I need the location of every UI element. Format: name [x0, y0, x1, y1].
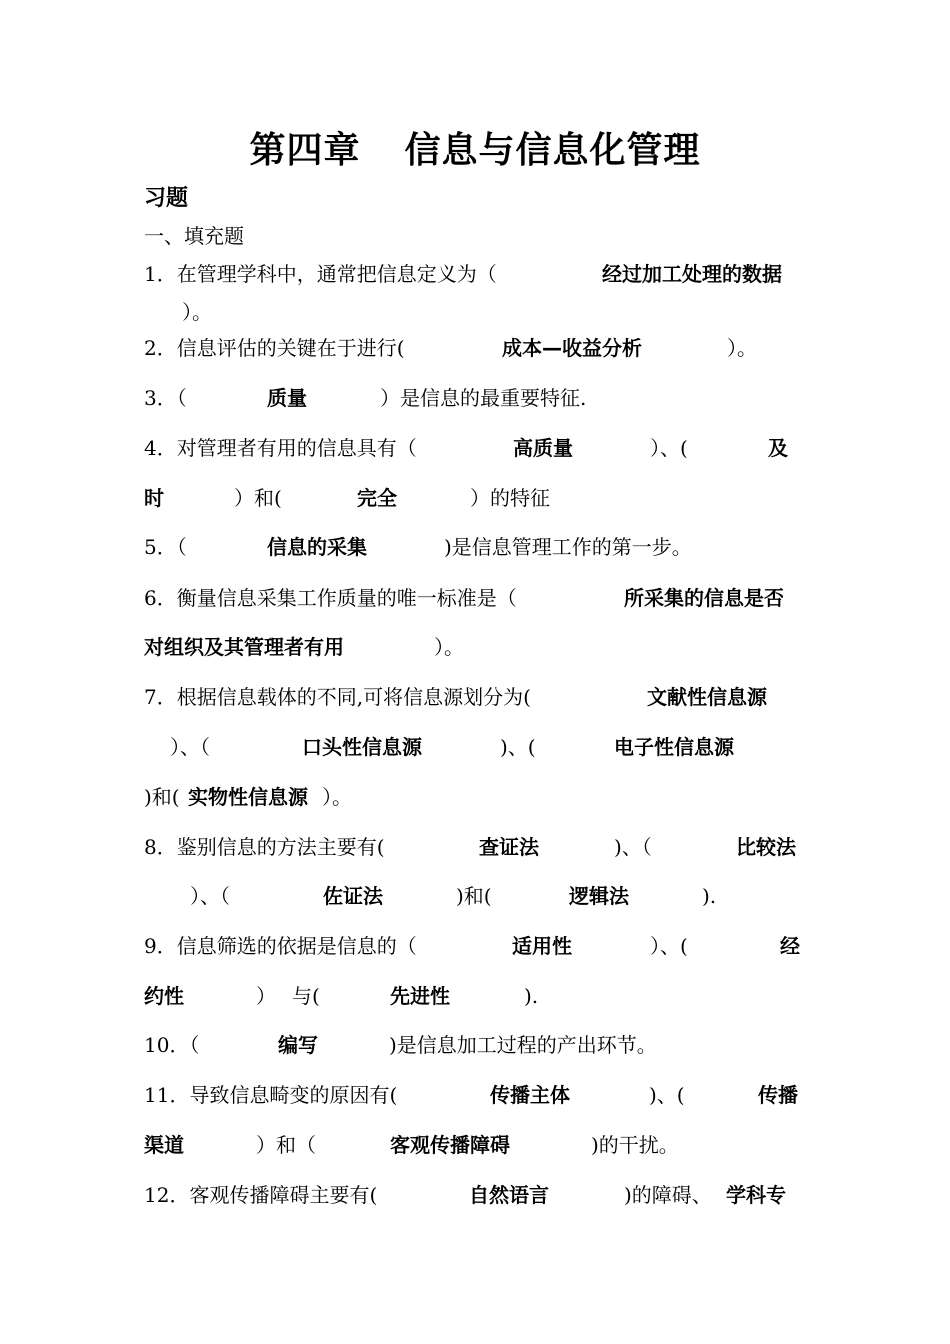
- answer: 高质量: [513, 436, 573, 460]
- answer: 传播: [758, 1083, 798, 1107]
- answer: 逻辑法: [569, 884, 629, 908]
- answer: 信息的采集: [267, 535, 367, 559]
- chapter-name: 信息与信息化管理: [404, 130, 701, 171]
- question-text: ）、（: [170, 735, 210, 759]
- question-text: 3．（: [144, 386, 187, 410]
- answer: 比较法: [736, 835, 796, 859]
- answer: 查证法: [479, 835, 539, 859]
- answer: 文献性信息源: [647, 685, 767, 709]
- question-text: 12．客观传播障碍主要有(: [144, 1183, 378, 1207]
- question-text: ）和（: [256, 1133, 316, 1157]
- question-text: )的障碍、: [624, 1183, 712, 1207]
- answer: 客观传播障碍: [390, 1133, 510, 1157]
- question-text: 4．对管理者有用的信息具有（: [144, 436, 417, 460]
- question-text: ）、(: [650, 436, 688, 460]
- answer: 学科专: [726, 1183, 786, 1207]
- answer: 所采集的信息是否: [624, 586, 784, 610]
- answer: 电子性信息源: [614, 735, 734, 759]
- question-text: 9．信息筛选的依据是信息的（: [144, 934, 417, 958]
- answer: 完全: [357, 486, 397, 510]
- answer: 自然语言: [469, 1183, 549, 1207]
- answer: 先进性: [390, 984, 450, 1008]
- question-text: 1．在管理学科中，通常把信息定义为（: [144, 262, 497, 286]
- question-text: )的干扰。: [591, 1133, 679, 1157]
- subsection-heading: 一、填充题: [144, 224, 244, 248]
- answer: 适用性: [512, 934, 572, 958]
- chapter-title: [0, 126, 950, 176]
- answer: 约性: [144, 984, 184, 1008]
- answer: 实物性信息源: [188, 785, 308, 809]
- question-text: 与(: [292, 984, 320, 1008]
- question-text: )、（: [614, 835, 652, 859]
- answer: 及: [768, 436, 788, 460]
- section-heading: 习题: [144, 186, 189, 211]
- question-text: ）、(: [650, 934, 688, 958]
- question-text: )和(: [144, 785, 180, 809]
- answer: 质量: [267, 386, 307, 410]
- question-text: )和(: [456, 884, 492, 908]
- question-text: ）。: [727, 336, 757, 360]
- question-text: ）。: [322, 785, 352, 809]
- question-text: ）是信息的最重要特征.: [380, 386, 587, 410]
- question-text: ）、（: [190, 884, 230, 908]
- question-text: 2．信息评估的关键在于进行(: [144, 336, 405, 360]
- answer: 渠道: [144, 1133, 184, 1157]
- question-text: )、(: [649, 1083, 685, 1107]
- question-text: 6．衡量信息采集工作质量的唯一标准是（: [144, 586, 517, 610]
- answer: 编写: [278, 1033, 318, 1057]
- question-text: ）的特征: [470, 486, 550, 510]
- question-text: 11．导致信息畸变的原因有(: [144, 1083, 398, 1107]
- question-text: 7．根据信息载体的不同,可将信息源划分为(: [144, 685, 531, 709]
- question-text: )是信息加工过程的产出环节。: [389, 1033, 657, 1057]
- question-text: ）。: [182, 300, 212, 324]
- question-text: ）和(: [234, 486, 282, 510]
- question-text: ).: [702, 884, 717, 908]
- answer: 成本—收益分析: [502, 336, 642, 360]
- question-text: 8．鉴别信息的方法主要有(: [144, 835, 385, 859]
- question-text: )、(: [500, 735, 536, 759]
- answer: 时: [144, 486, 164, 510]
- answer: 传播主体: [490, 1083, 570, 1107]
- question-text: ).: [524, 984, 539, 1008]
- question-text: 5．（: [144, 535, 187, 559]
- answer: 佐证法: [323, 884, 383, 908]
- question-text: ）: [256, 984, 276, 1008]
- answer: 经: [780, 934, 800, 958]
- question-text: )是信息管理工作的第一步。: [444, 535, 692, 559]
- question-text: ）。: [434, 635, 464, 659]
- answer: 经过加工处理的数据: [602, 262, 782, 286]
- answer: 对组织及其管理者有用: [144, 635, 344, 659]
- chapter-number: 第四章: [249, 130, 361, 171]
- question-text: 10．（: [144, 1033, 200, 1057]
- answer: 口头性信息源: [302, 735, 422, 759]
